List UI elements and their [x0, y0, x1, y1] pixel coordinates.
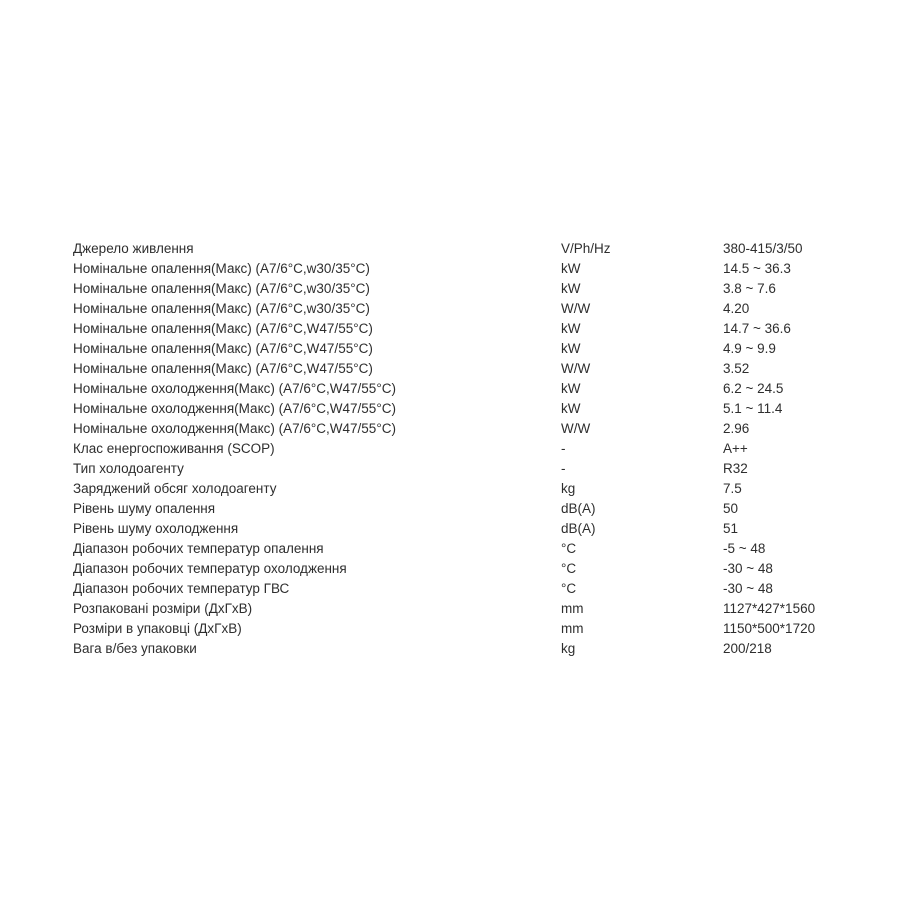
value-label: 200/218: [723, 641, 772, 656]
value-label: 51: [723, 521, 739, 536]
value-label: -30 ~ 48: [723, 561, 773, 576]
value-label: 4.20: [723, 301, 750, 316]
unit-label: dB(A): [561, 521, 596, 536]
unit-label: kg: [561, 481, 576, 496]
unit-label: °C: [561, 541, 577, 556]
param-label: Номінальне опалення(Макс) (A7/6°C,W47/55°C): [73, 361, 373, 376]
param-label: Номінальне опалення(Макс) (A7/6°C,W47/55°C): [73, 321, 373, 336]
value-label: 6.2 ~ 24.5: [723, 381, 784, 396]
unit-label: V/Ph/Hz: [561, 241, 611, 256]
unit-label: dB(A): [561, 501, 596, 516]
spec-row-unpacked-dimensions: [73, 599, 853, 619]
spec-row-heating-w35-cop: [73, 299, 853, 319]
param-label: Діапазон робочих температур опалення: [73, 541, 324, 556]
unit-label: kW: [561, 321, 581, 336]
param-label: Номінальне опалення(Макс) (A7/6°C,w30/35°C): [73, 301, 370, 316]
spec-row-refrigerant-charge: [73, 479, 853, 499]
spec-row-weight: [73, 639, 853, 659]
unit-label: kW: [561, 341, 581, 356]
param-label: Номінальне опалення(Макс) (A7/6°C,W47/55°C): [73, 341, 373, 356]
param-label: Рівень шуму охолодження: [73, 521, 239, 536]
unit-label: kW: [561, 381, 581, 396]
spec-row-heating-w55-cop: [73, 359, 853, 379]
value-label: 1127*427*1560: [723, 601, 816, 616]
spec-row-energy-class: [73, 439, 853, 459]
unit-label: -: [561, 461, 566, 476]
unit-label: -: [561, 441, 566, 456]
unit-label: kW: [561, 261, 581, 276]
param-label: Вага в/без упаковки: [73, 641, 197, 656]
spec-row-packed-dimensions: [73, 619, 853, 639]
unit-label: kW: [561, 281, 581, 296]
unit-label: kg: [561, 641, 576, 656]
spec-row-cooling-noise: [73, 519, 853, 539]
value-label: R32: [723, 461, 748, 476]
unit-label: mm: [561, 601, 584, 616]
value-label: 3.52: [723, 361, 750, 376]
value-label: -5 ~ 48: [723, 541, 766, 556]
param-label: Номінальне опалення(Макс) (A7/6°C,w30/35°C): [73, 261, 370, 276]
param-label: Тип холодоагенту: [73, 461, 184, 476]
spec-row-heating-w35-capacity-range: [73, 259, 853, 279]
value-label: 4.9 ~ 9.9: [723, 341, 776, 356]
unit-label: W/W: [561, 421, 591, 436]
param-label: Номінальне охолодження(Макс) (A7/6°C,W47/55°C): [73, 401, 396, 416]
value-label: 14.5 ~ 36.3: [723, 261, 791, 276]
param-label: Клас енергоспоживання (SCOP): [73, 441, 275, 456]
value-label: 380-415/3/50: [723, 241, 803, 256]
unit-label: W/W: [561, 301, 591, 316]
param-label: Розміри в упаковці (ДхГхВ): [73, 621, 242, 636]
value-label: 50: [723, 501, 739, 516]
spec-row-heating-w55-power-input: [73, 339, 853, 359]
param-label: Номінальне охолодження(Макс) (A7/6°C,W47/55°C): [73, 381, 396, 396]
param-label: Рівень шуму опалення: [73, 501, 216, 516]
unit-label: mm: [561, 621, 584, 636]
param-label: Розпаковані розміри (ДхГхВ): [73, 601, 253, 616]
param-label: Діапазон робочих температур охолодження: [73, 561, 347, 576]
param-label: Номінальне опалення(Макс) (A7/6°C,w30/35°C): [73, 281, 370, 296]
spec-row-cooling-eer: [73, 419, 853, 439]
param-label: Заряджений обсяг холодоагенту: [73, 481, 277, 496]
param-label: Джерело живлення: [73, 241, 194, 256]
spec-row-dhw-temp-range: [73, 579, 853, 599]
value-label: 5.1 ~ 11.4: [723, 401, 783, 416]
value-label: 3.8 ~ 7.6: [723, 281, 776, 296]
unit-label: kW: [561, 401, 581, 416]
unit-label: °C: [561, 581, 577, 596]
spec-row-heating-w35-power-input: [73, 279, 853, 299]
param-label: Діапазон робочих температур ГВС: [73, 581, 290, 596]
spec-row-cooling-power-input: [73, 399, 853, 419]
value-label: 7.5: [723, 481, 742, 496]
spec-row-cooling-temp-range: [73, 559, 853, 579]
spec-row-heating-w55-capacity-range: [73, 319, 853, 339]
spec-row-refrigerant-type: [73, 459, 853, 479]
value-label: 2.96: [723, 421, 750, 436]
spec-row-power-supply: [73, 239, 853, 259]
unit-label: °C: [561, 561, 577, 576]
value-label: A++: [723, 441, 748, 456]
spec-row-heating-temp-range: [73, 539, 853, 559]
value-label: 14.7 ~ 36.6: [723, 321, 791, 336]
unit-label: W/W: [561, 361, 591, 376]
spec-row-cooling-capacity-range: [73, 379, 853, 399]
spec-row-heating-noise: [73, 499, 853, 519]
value-label: -30 ~ 48: [723, 581, 773, 596]
value-label: 1150*500*1720: [723, 621, 816, 636]
spec-table: [73, 239, 853, 659]
param-label: Номінальне охолодження(Макс) (A7/6°C,W47/55°C): [73, 421, 396, 436]
